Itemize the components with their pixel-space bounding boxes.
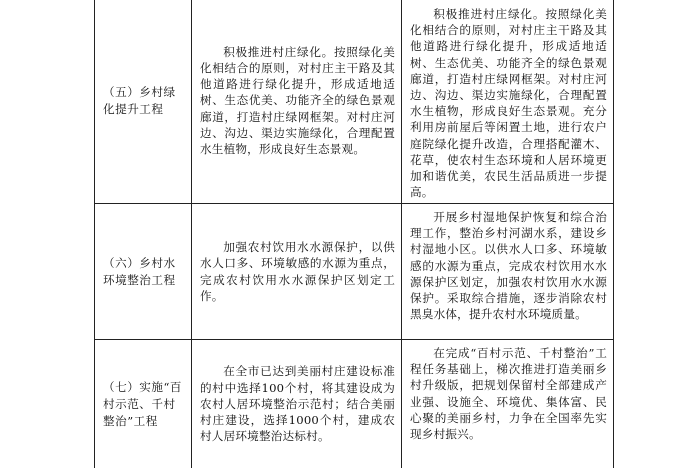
stage-two-text: 积极推进村庄绿化。按照绿化美化相结合的原则，对村庄主干路及其他道路进行绿化提升，形成适地适树、生态优美、功能齐全的绿色景观廊道，打造村庄绿网框架。对村庄河边、沟边、渠边实施绿化，合理配置水生植物，形成良好生态景观。充分利用房前屋后等闲置土地，进行农户庭院绿化提升改造，合理搭配灌木、花草，使农村生态环境和人居环境更加和谐优美，农民生活品质进一步提高。 bbox=[410, 7, 607, 200]
project-name: （七）实施“百村示范、千村整治”工程 bbox=[103, 379, 182, 428]
stage-two-text: 在完成“百村示范、千村整治”工程任务基础上，梯次推进打造美丽乡村升级版，把规划保留村全部建成产业强、设施全、环境优、集体富、民心聚的美丽乡村，力争在全国率先实现乡村振兴。 bbox=[410, 346, 607, 442]
stage-one-cell bbox=[192, 340, 402, 468]
project-name: （五）乡村绿化提升工程 bbox=[103, 84, 176, 116]
project-name-cell bbox=[95, 340, 192, 468]
table-row bbox=[95, 340, 613, 468]
stage-two-cell bbox=[402, 0, 613, 203]
stage-two-text: 开展乡村湿地保护恢复和综合治理工作，整治乡村河湖水系，建设乡村湿地小区。以供水人口多、环境敏感的水源为重点，完成农村饮用水水源保护区划定，加强农村饮用水水源保护。采取综合措施，逐步消除农村黑臭水体，提升农村水环境质量。 bbox=[410, 210, 607, 322]
stage-two-cell bbox=[402, 340, 613, 468]
project-name-cell bbox=[95, 0, 192, 203]
table-row bbox=[95, 204, 613, 340]
project-name: （六）乡村水环境整治工程 bbox=[103, 255, 176, 287]
stage-one-cell bbox=[192, 204, 402, 339]
project-name-cell bbox=[95, 204, 192, 339]
stage-two-cell bbox=[402, 204, 613, 339]
stage-one-text: 在全市已达到美丽村庄建设标准的村中选择100个村，将其建设成为农村人居环境整治示范村；结合美丽村庄建设，选择1000个村，建成农村人居环境整治达标村。 bbox=[200, 364, 395, 444]
plan-table bbox=[94, 0, 614, 468]
stage-one-text: 积极推进村庄绿化。按照绿化美化相结合的原则，对村庄主干路及其他道路进行绿化提升，形成适地适树、生态优美、功能齐全的绿色景观廊道，打造村庄绿网框架。对村庄河边、沟边、渠边实施绿化，合理配置水生植物，形成良好生态景观。 bbox=[200, 44, 395, 156]
table-row bbox=[95, 0, 613, 204]
stage-one-text: 加强农村饮用水水源保护，以供水人口多、环境敏感的水源为重点，完成农村饮用水水源保护区划定工作。 bbox=[200, 240, 395, 303]
stage-one-cell bbox=[192, 0, 402, 203]
